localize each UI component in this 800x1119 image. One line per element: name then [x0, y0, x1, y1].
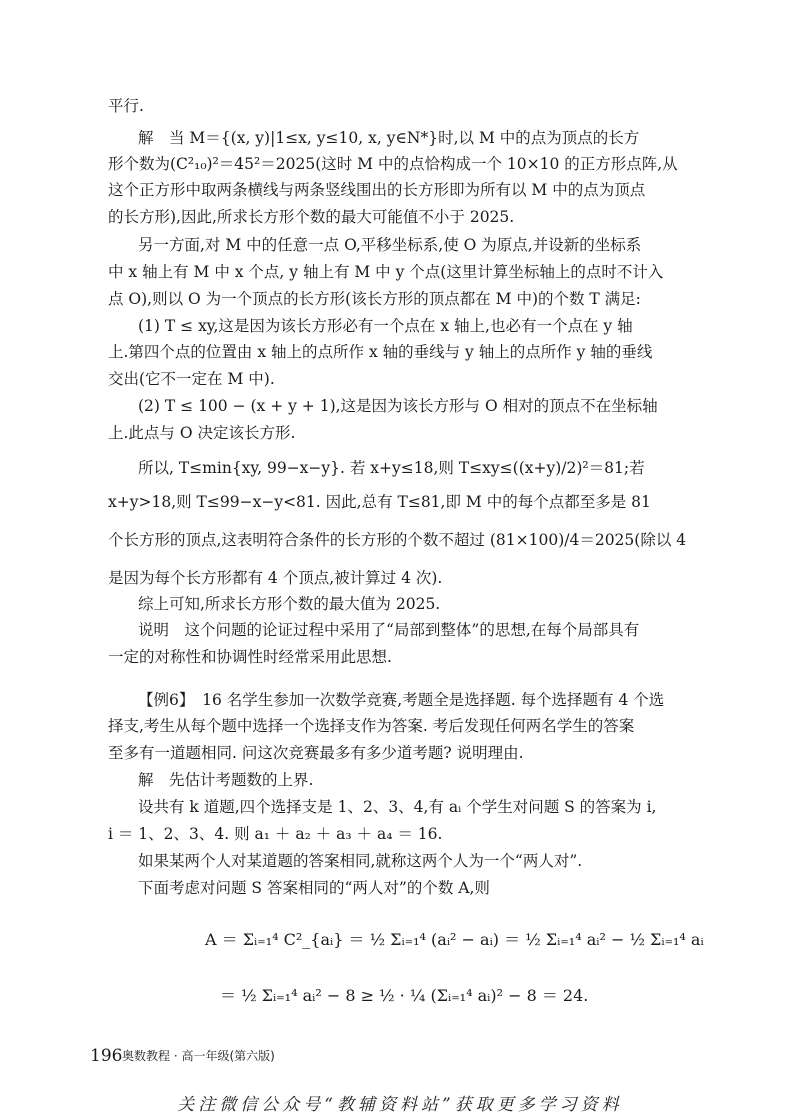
text-line: 形个数为(C²₁₀)²＝45²＝2025(这时 M 中的点恰构成一个 10×10 的正方形点阵,从	[108, 155, 678, 173]
text-line: (2) T ≤ 100 − (x + y + 1),这是因为该长方形与 O 相对的顶点不在坐标轴	[138, 397, 658, 415]
text-line: i ＝ 1、2、3、4. 则 a₁ ＋ a₂ ＋ a₃ ＋ a₄ ＝ 16.	[108, 825, 443, 843]
text-line: 交出(它不一定在 M 中).	[108, 370, 275, 388]
text-line: 解 当 M＝{(x, y)|1≤x, y≤10, x, y∈N*}时,以 M 中的点为顶点的长方	[138, 129, 640, 147]
watermark-text: 关注微信公众号“教辅资料站”获取更多学习资料	[177, 1095, 623, 1115]
text-line: 一定的对称性和协调性时经常采用此思想.	[108, 648, 392, 666]
text-line: 综上可知,所求长方形个数的最大值为 2025.	[138, 595, 441, 613]
note-line: 说明 这个问题的论证过程中采用了“局部到整体”的思想,在每个局部具有	[138, 621, 640, 639]
text-line: 上.第四个点的位置由 x 轴上的点所作 x 轴的垂线与 y 轴上的点所作 y 轴的垂线	[108, 343, 653, 361]
text-line: 点 O),则以 O 为一个顶点的长方形(该长方形的顶点都在 M 中)的个数 T 满足:	[108, 290, 641, 308]
text-line: 的长方形),因此,所求长方形个数的最大可能值不小于 2025.	[108, 208, 515, 226]
text-line: 解 先估计考题数的上界.	[138, 771, 314, 789]
text-line: 另一方面,对 M 中的任意一点 O,平移坐标系,使 O 为原点,并设新的坐标系	[138, 236, 642, 254]
text-line: 这个正方形中取两条横线与两条竖线围出的长方形即为所有以 M 中的点为顶点	[108, 181, 646, 199]
text-line: 是因为每个长方形都有 4 个顶点,被计算过 4 次).	[108, 569, 443, 587]
text-line: 上.此点与 O 决定该长方形.	[108, 424, 296, 442]
text-line: x+y>18,则 T≤99−x−y<81. 因此,总有 T≤81,即 M 中的每个点都至多是 81	[108, 493, 651, 511]
text-line: 中 x 轴上有 M 中 x 个点, y 轴上有 M 中 y 个点(这里计算坐标轴上的点时不计入	[108, 263, 664, 281]
text-line: (1) T ≤ xy,这是因为该长方形必有一个点在 x 轴上,也必有一个点在 y 轴	[138, 317, 633, 335]
text-line: 下面考虑对问题 S 答案相同的“两人对”的个数 A,则	[138, 879, 490, 897]
display-equation: A ＝ Σᵢ₌₁⁴ C²_{aᵢ} ＝ ½ Σᵢ₌₁⁴ (aᵢ² − aᵢ) ＝ ½ Σᵢ₌₁⁴ aᵢ² − ½ Σᵢ₌₁⁴ aᵢ	[205, 930, 704, 949]
text-line: 如果某两个人对某道题的答案相同,就称这两个人为一个“两人对”.	[138, 852, 583, 870]
book-title: 奥数教程 · 高一年级(第六版)	[122, 1049, 275, 1063]
example-heading-line: 【例6】 16 名学生参加一次数学竞赛,考题全是选择题. 每个选择题有 4 个选	[138, 691, 665, 709]
text-line: 个长方形的顶点,这表明符合条件的长方形的个数不超过 (81×100)/4＝2025(除以 4	[108, 531, 687, 549]
page-number: 196	[90, 1046, 123, 1066]
display-equation: ＝ ½ Σᵢ₌₁⁴ aᵢ² − 8 ≥ ½ · ¼ (Σᵢ₌₁⁴ aᵢ)² − 8 ＝ 24.	[220, 986, 589, 1005]
text-line: 设共有 k 道题,四个选择支是 1、2、3、4,有 aᵢ 个学生对问题 S 的答案为 i,	[138, 798, 657, 816]
text-line: 择支,考生从每个题中选择一个选择支作为答案. 考后发现任何两名学生的答案	[108, 717, 635, 735]
text-line: 平行.	[108, 97, 144, 115]
text-line: 至多有一道题相同. 问这次竞赛最多有多少道考题? 说明理由.	[108, 744, 524, 762]
text-line: 所以, T≤min{xy, 99−x−y}. 若 x+y≤18,则 T≤xy≤((x+y)/2)²＝81;若	[138, 459, 645, 477]
